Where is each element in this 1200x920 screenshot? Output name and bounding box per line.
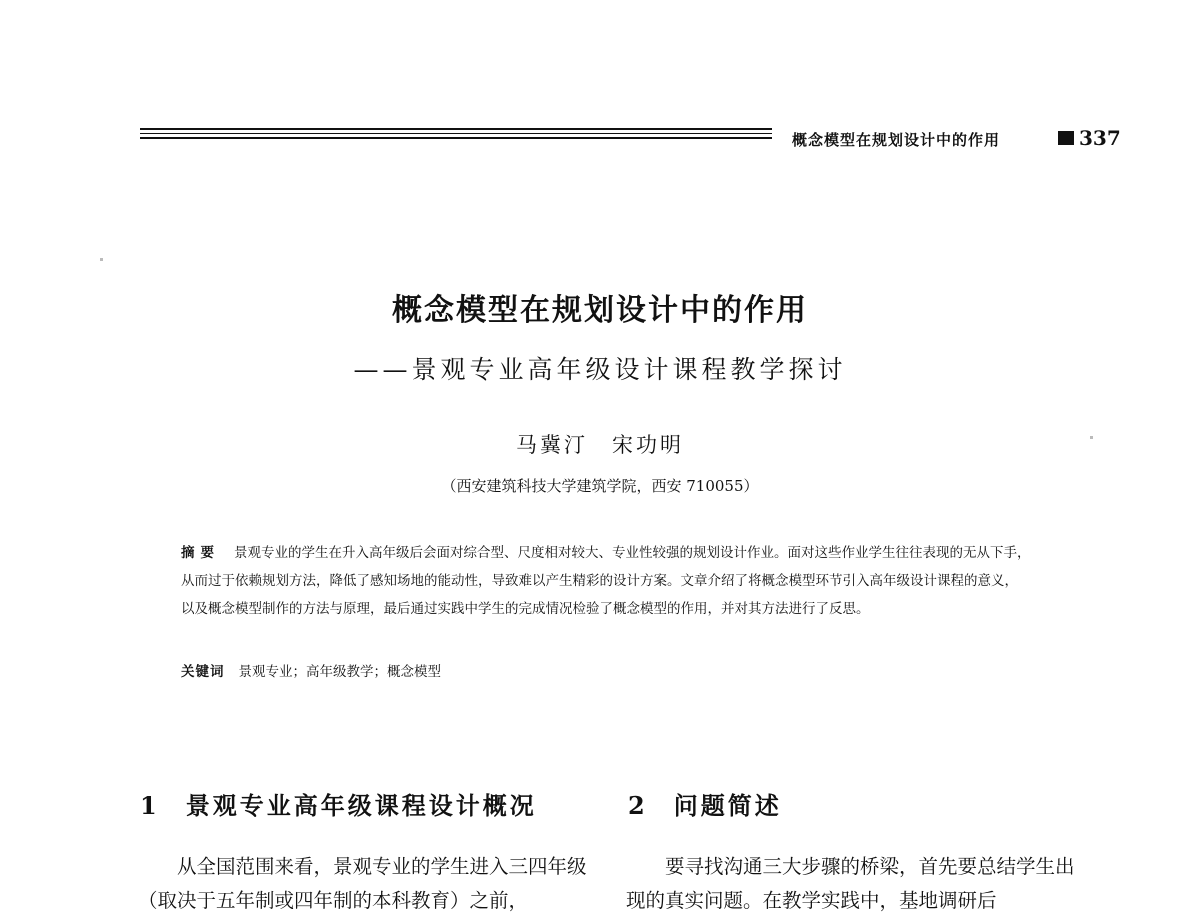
abstract-label: 摘要 — [181, 545, 220, 561]
section-2-heading — [628, 786, 782, 821]
running-title: 概念模型在规划设计中的作用 — [792, 131, 1001, 149]
column-right — [626, 850, 1078, 918]
keywords — [181, 658, 1031, 686]
column-left — [138, 850, 590, 918]
scan-speck — [1090, 436, 1093, 439]
keywords-text: 景观专业；高年级教学；概念模型 — [238, 664, 441, 680]
abstract — [181, 539, 1031, 623]
section-title: 问题简述 — [673, 791, 782, 820]
section-number: 2 — [628, 791, 648, 820]
journal-mark-icon — [1058, 131, 1074, 145]
scan-speck — [100, 258, 103, 261]
authors: 马冀汀 宋功明 — [516, 433, 684, 457]
affiliation: （西安建筑科技大学建筑学院，西安 710055） — [441, 477, 759, 495]
keywords-label: 关键词 — [181, 664, 225, 680]
article-title: 概念模型在规划设计中的作用 — [392, 293, 808, 328]
section-number: 1 — [140, 791, 160, 820]
article-subtitle: ——景观专业高年级设计课程教学探讨 — [353, 355, 847, 384]
paragraph: 从全国范围来看，景观专业的学生进入三四年级（取决于五年制或四年制的本科教育）之前， — [138, 855, 587, 912]
paragraph: 要寻找沟通三大步骤的桥梁，首先要总结学生出现的真实问题。在教学实践中，基地调研后 — [626, 855, 1075, 912]
abstract-text: 景观专业的学生在升入高年级后会面对综合型、尺度相对较大、专业性较强的规划设计作业。面对这些作业学生往往表现的无从下手，从而过于依赖规划方法，降低了感知场地的能动性，导致难以产生精彩的设计方案。文章介绍了将概念模型环节引入高年级设计课程的意义，以及概念模型制作的方法与原理，最后通过实践中学生的完成情况检验了概念模型的作用，并对其方法进行了反思。 — [181, 545, 1031, 617]
page-number: 337 — [1079, 126, 1121, 150]
header-rule — [140, 128, 772, 142]
section-1-heading — [140, 786, 537, 821]
section-title: 景观专业高年级课程设计概况 — [185, 791, 537, 820]
